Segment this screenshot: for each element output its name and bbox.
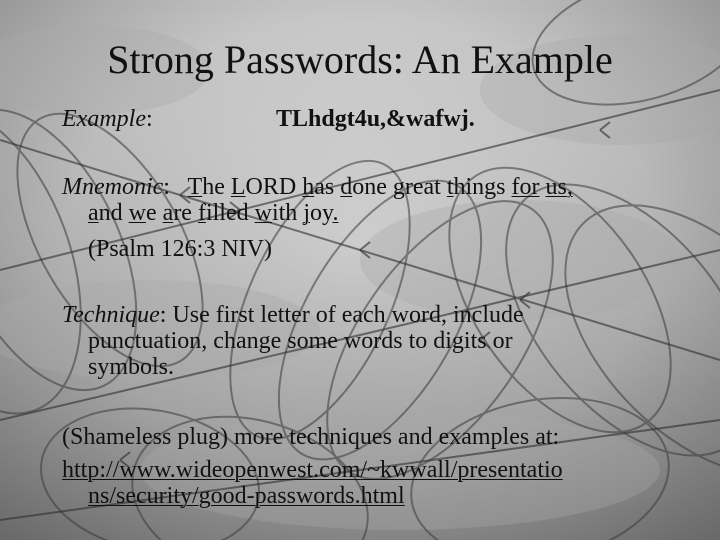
mnemonic-word-rest: e — [146, 200, 157, 226]
mnemonic-words-line-2 — [88, 200, 338, 226]
mnemonic-word — [340, 174, 387, 200]
mnemonic-word — [88, 200, 123, 226]
mnemonic-key-letter: j — [303, 200, 310, 226]
mnemonic-word-rest: hings — [453, 174, 506, 200]
mnemonic-key-letter: a — [162, 200, 174, 226]
mnemonic-key-letter: T — [187, 174, 203, 200]
mnemonic-word — [567, 174, 573, 200]
mnemonic-word — [231, 174, 296, 200]
mnemonic-key-letter: a — [88, 200, 99, 226]
plug-text: (Shameless plug) more techniques and examples at: — [62, 424, 560, 450]
mnemonic-word — [303, 200, 332, 226]
mnemonic-line-1 — [62, 174, 573, 200]
example-label: Example — [62, 106, 146, 132]
mnemonic-word-rest: reat — [404, 174, 441, 200]
mnemonic-word — [447, 174, 506, 200]
mnemonic-word — [198, 200, 249, 226]
mnemonic-words-line-1 — [188, 174, 573, 200]
mnemonic-word-rest: ith — [271, 200, 298, 226]
plug-link-line-2[interactable]: ns/security/good-passwords.html — [88, 483, 405, 509]
mnemonic-word-rest: oy — [309, 200, 333, 226]
mnemonic-word-rest: ORD — [245, 174, 297, 200]
mnemonic-key-letter: , — [566, 174, 573, 200]
mnemonic-word-rest: illed — [205, 200, 249, 226]
technique-line-2: punctuation, change some words to digits or — [88, 328, 513, 354]
mnemonic-key-letter: . — [332, 200, 339, 226]
mnemonic-key-letter: t — [446, 174, 454, 200]
mnemonic-word — [163, 200, 192, 226]
example-password: TLhdgt4u,&wafwj. — [276, 106, 475, 132]
mnemonic-label: Mnemonic — [62, 174, 164, 200]
mnemonic-word — [393, 174, 441, 200]
mnemonic-key-letter: w — [128, 200, 146, 226]
mnemonic-word — [512, 174, 540, 200]
technique-label: Technique — [62, 302, 160, 328]
mnemonic-key-letter: for — [511, 174, 540, 200]
mnemonic-word-rest: he — [202, 174, 225, 200]
mnemonic-key-letter: h — [302, 174, 315, 200]
mnemonic-key-letter: w — [254, 200, 272, 226]
mnemonic-key-letter: f — [197, 200, 206, 226]
mnemonic-word — [546, 174, 567, 200]
mnemonic-word — [188, 174, 225, 200]
mnemonic-key-letter: g — [392, 174, 405, 200]
plug-link-line-1[interactable]: http://www.wideopenwest.com/~kwwall/presentatio — [62, 457, 563, 483]
technique-line-1 — [62, 302, 524, 328]
mnemonic-word — [302, 174, 334, 200]
technique-line-3: symbols. — [88, 354, 175, 380]
mnemonic-key-letter: d — [340, 174, 353, 200]
mnemonic-citation: (Psalm 126:3 NIV) — [88, 236, 272, 262]
example-line — [62, 106, 153, 132]
mnemonic-word-rest: nd — [98, 200, 123, 226]
example-colon: : — [145, 106, 153, 132]
mnemonic-colon: : — [163, 174, 170, 200]
mnemonic-word-rest: as — [314, 174, 335, 200]
mnemonic-word — [255, 200, 298, 226]
technique-text-1: : Use first letter of each word, include — [159, 302, 524, 328]
slide-title: Strong Passwords: An Example — [107, 37, 613, 82]
mnemonic-key-letter: L — [230, 174, 246, 200]
mnemonic-word-rest: one — [352, 174, 387, 200]
mnemonic-word — [129, 200, 157, 226]
mnemonic-key-letter: us — [545, 174, 567, 200]
mnemonic-word-rest: re — [173, 200, 192, 226]
mnemonic-word — [332, 200, 338, 226]
